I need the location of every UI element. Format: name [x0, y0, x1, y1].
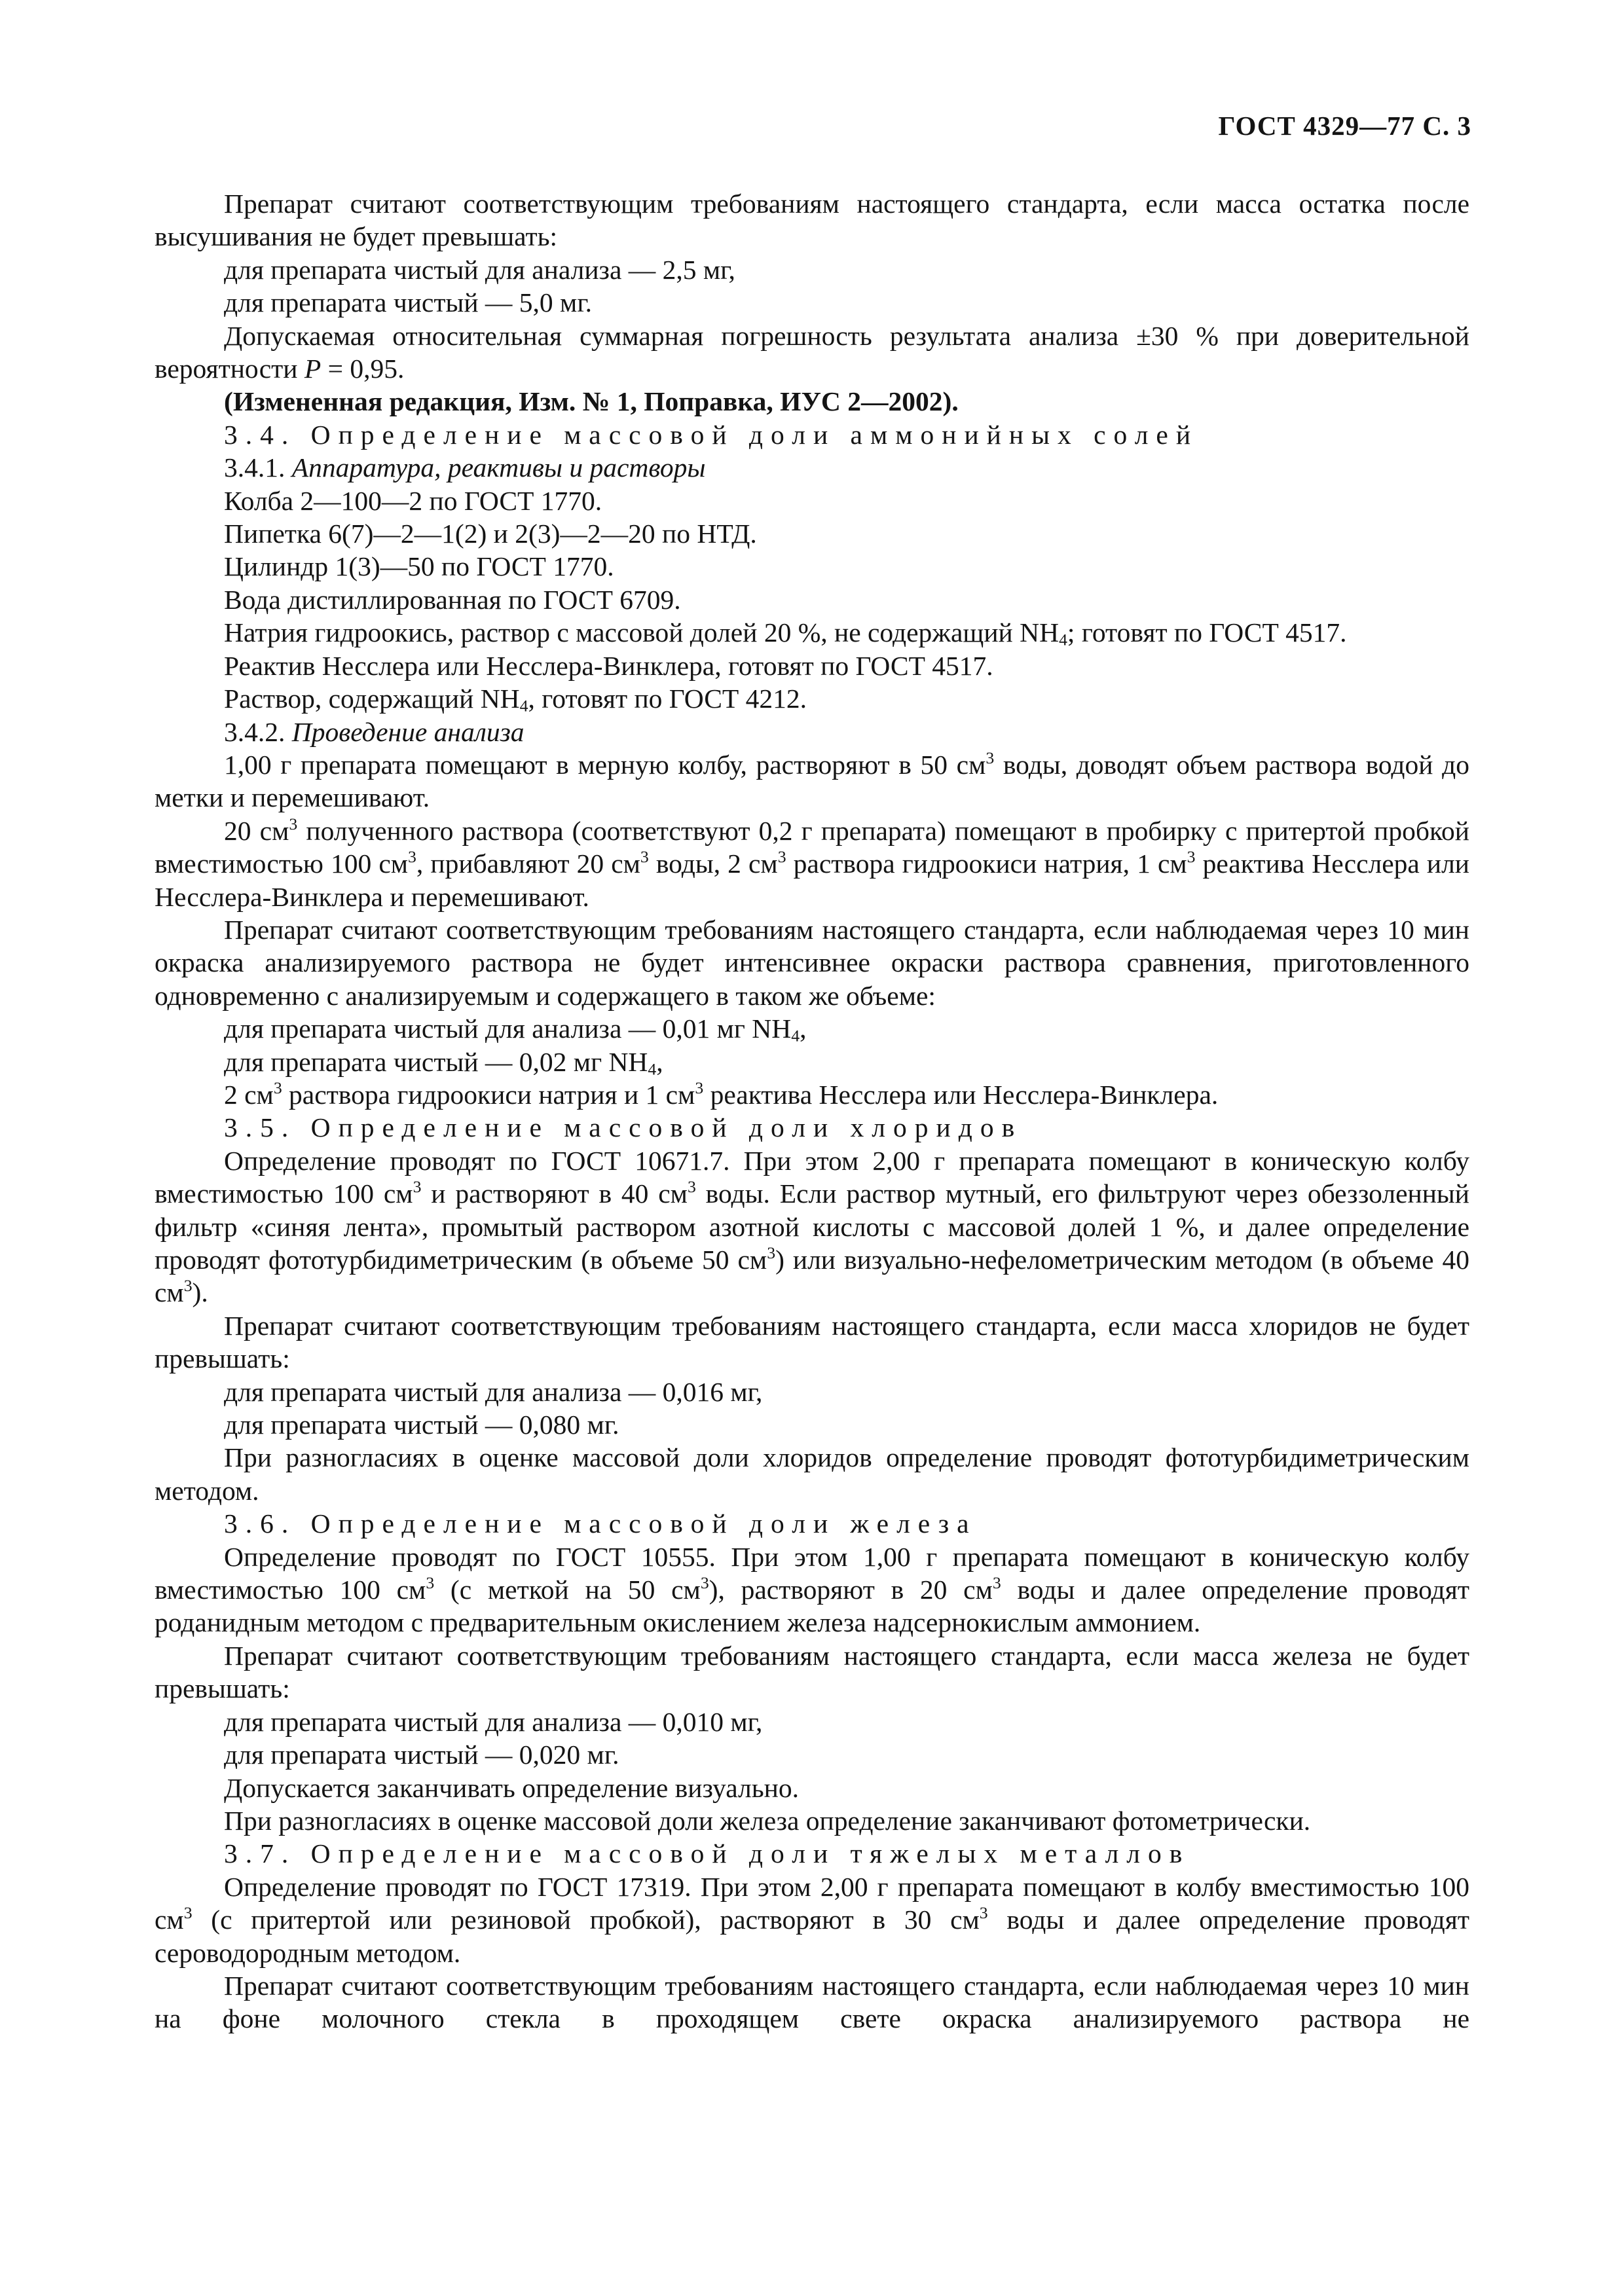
paragraph: Определение проводят по ГОСТ 10555. При этом 1,00 г препарата помещают в коническую колбу вместимостью 100 $см^3$ (с меткой на 50 $см^3$), растворяют в 20 $см^3$ воды и далее определение проводят роданидным методом с предварительным окислением железа надсернокислым аммонием. — [155, 1541, 1469, 1638]
paragraph: Препарат считают соответствующим требованиям настоящего стандарта, если наблюдаемая через 10 мин на фоне молочного стекла в проходящем свете окраска анализируемого раствора не — [155, 1970, 1469, 2034]
text-line: Вода дистиллированная по ГОСТ 6709. — [224, 584, 681, 615]
text-line: для препарата чистый для анализа — 0,010 мг, — [224, 1706, 763, 1737]
section-heading: 3.4. Определение массовой доли аммонийных солей — [224, 419, 1199, 450]
text-line: При разногласиях в оценке массовой доли железа определение заканчивают фотометрически. — [224, 1805, 1311, 1836]
text-line: Реактив Несслера или Несслера-Винклера, готовят по ГОСТ 4517. — [224, 650, 993, 681]
text-line: 3.4.2. Проведение анализа — [224, 716, 525, 747]
document-body — [155, 187, 1469, 2035]
section-heading: 3.7. Определение массовой доли тяжелых металлов — [224, 1838, 1190, 1869]
paragraph: Определение проводят по ГОСТ 17319. При этом 2,00 г препарата помещают в колбу вместимостью 100 $см^3$ (с притертой или резиновой пробкой), растворяют в 30 $см^3$ воды и далее определение проводят сероводородным методом. — [155, 1871, 1469, 1968]
page-header: ГОСТ 4329—77 С. 3 — [1218, 111, 1471, 141]
text-line: 2 $см^3$ раствора гидроокиси натрия и 1 $см^3$ реактива Несслера или Несслера-Винклера. — [224, 1078, 1219, 1110]
text-line: Колба 2—100—2 по ГОСТ 1770. — [224, 485, 602, 516]
paragraph: Препарат считают соответствующим требованиям настоящего стандарта, если масса железа не будет превышать: — [155, 1640, 1469, 1704]
paragraph: Препарат считают соответствующим требованиям настоящего стандарта, если наблюдаемая через 10 мин окраска анализируемого раствора не будет интенсивнее окраски раствора сравнения, приготовленного одновременно с анализируемым и содержащего в таком же объеме: — [155, 914, 1469, 1011]
text-line: 3.4.1. Аппаратура, реактивы и растворы — [224, 452, 706, 483]
text-line: для препарата чистый — 0,080 мг. — [224, 1410, 619, 1440]
text-line: Раствор, содержащий $NH_4$, готовят по ГОСТ 4212. — [224, 683, 807, 716]
paragraph: 1,00 г препарата помещают в мерную колбу, растворяют в 50 $см^3$ воды, доводят объем раствора водой до метки и перемешивают. — [155, 748, 1469, 813]
paragraph: Определение проводят по ГОСТ 10671.7. При этом 2,00 г препарата помещают в коническую колбу вместимостью 100 $см^3$ и растворяют в 40 $см^3$ воды. Если раствор мутный, его фильтруют через обеззоленный фильтр «синяя лента», промытый раствором азотной кислоты с массовой долей 1 %, и далее определение проводят фототурбидиметрическим (в объеме 50 $см^3$) или визуально-нефелометрическим методом (в объеме 40 $см^3$). — [155, 1145, 1470, 1308]
text-line: для препарата чистый — 0,02 мг $NH_4$, — [224, 1046, 663, 1079]
section-heading: 3.6. Определение массовой доли железа — [224, 1508, 977, 1539]
text-line: Пипетка 6(7)—2—1(2) и 2(3)—2—20 по НТД. — [224, 519, 757, 549]
paragraph: Натрия гидроокись, раствор с массовой долей 20 %, не содержащий $NH_4$; готовят по ГОСТ 4517. — [224, 617, 1347, 649]
text-line: для препарата чистый для анализа — 0,01 мг $NH_4$, — [224, 1013, 807, 1046]
text-line: для препарата чистый для анализа — 0,016 мг, — [224, 1376, 763, 1407]
text-line: Допускается заканчивать определение визуально. — [224, 1772, 799, 1803]
paragraph: Препарат считают соответствующим требованиям настоящего стандарта, если масса остатка после высушивания не будет превышать: — [155, 189, 1469, 252]
text-line: для препарата чистый — 5,0 мг. — [224, 287, 593, 318]
text-line: Цилиндр 1(3)—50 по ГОСТ 1770. — [224, 551, 614, 582]
paragraph: Допускаемая относительная суммарная погрешность результата анализа ±30 % при доверительной вероятности P = 0,95. — [155, 320, 1469, 384]
paragraph: 20 $см^3$ полученного раствора (соответствуют 0,2 г препарата) помещают в пробирку с притертой пробкой вместимостью 100 $см^3$, прибавляют 20 $см^3$ воды, 2 $см^3$ раствора гидроокиси натрия, 1 $см^3$ реактива Несслера или Несслера-Винклера и перемешивают. — [155, 814, 1470, 912]
text-line: для препарата чистый для анализа — 2,5 мг, — [224, 254, 735, 285]
text-line: (Измененная редакция, Изм. № 1, Поправка, ИУС 2—2002). — [224, 386, 959, 417]
section-heading: 3.5. Определение массовой доли хлоридов — [224, 1112, 1023, 1143]
paragraph: При разногласиях в оценке массовой доли хлоридов определение проводят фототурбидиметрическим методом. — [155, 1442, 1469, 1506]
paragraph: Препарат считают соответствующим требованиям настоящего стандарта, если масса хлоридов не будет превышать: — [155, 1310, 1469, 1374]
text-line: для препарата чистый — 0,020 мг. — [224, 1740, 619, 1770]
